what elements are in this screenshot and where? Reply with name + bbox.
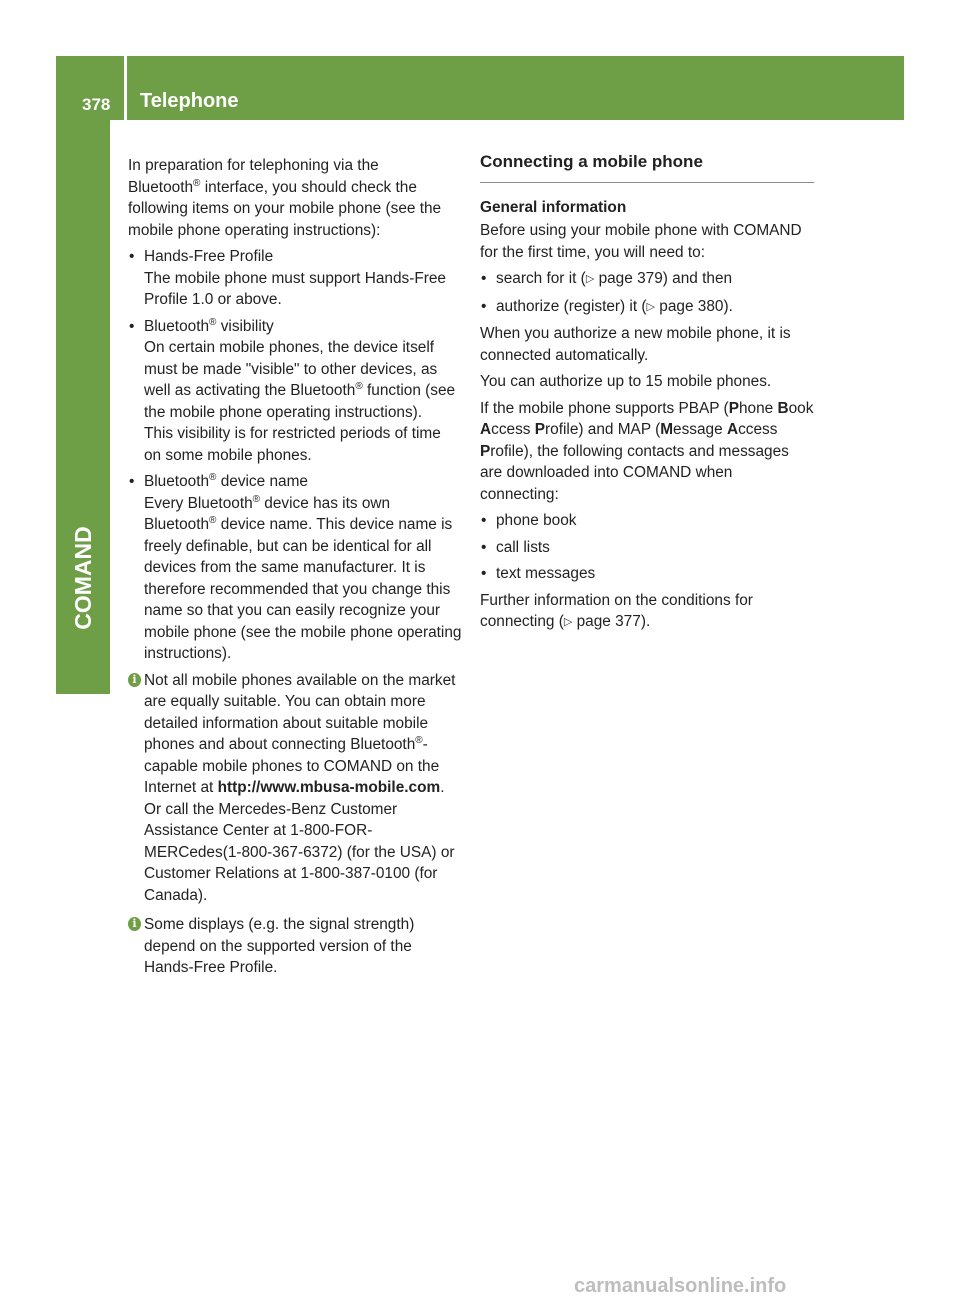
list-item: • call lists [480,537,814,559]
bullet-text: On certain mobile phones, the device itself must be made "visible" to other devices, as well as activating the Bluetooth® function (see the mobile phone operating instructions). [144,339,456,421]
paragraph-auto-connect: When you authorize a new mobile phone, it is connected automatically. [480,325,791,364]
bullet-dot: • [129,317,135,335]
bullet-dot: • [129,248,135,265]
list-item: • text messages [480,563,814,585]
list-item: • phone book [480,510,814,532]
intro-paragraph: In preparation for telephoning via the Bluetooth® interface, you should check the following items on your mobile phone (see the mobile phone operating instructions): [128,157,442,239]
bullet-text: The mobile phone must support Hands-Free Profile 1.0 or above. [144,269,446,308]
bullet-visibility [128,316,462,467]
bullet-device-name [128,471,462,665]
bullet-dot: • [481,565,487,582]
page-ref-arrow-icon: ▷ [585,273,595,285]
left-column [128,155,462,987]
header-divider [124,56,127,120]
bullet-text: Every Bluetooth® device has its own Bluetooth® device name. This device name is freely definable, but can be identical for all devices from the same manufacturer. It is therefore recommended that you change this name so that you can easily recognize your mobile phone (see the mobile phone operating instructions). [144,493,462,662]
page-ref-379[interactable]: page 379 [598,270,663,287]
page-number: 378 [82,95,111,114]
info-icon: i [128,673,141,687]
page-ref-arrow-icon: ▷ [563,616,573,628]
info-note-displays: i Some displays (e.g. the signal strength) depend on the supported version of the Hands-Free Profile. [128,914,462,979]
paragraph-pbap-map: If the mobile phone supports PBAP (Phone Book Access Profile) and MAP (Message Access Profile), the following contacts and messages are downloaded into COMAND when connecting: [480,399,814,503]
heading-connecting: Connecting a mobile phone [480,151,814,183]
right-column [480,152,814,639]
bullet-title: Bluetooth® device name [144,472,308,490]
bullet-authorize: • authorize (register) it (▷ page 380). [480,296,814,319]
page-ref-380[interactable]: page 380 [659,297,724,315]
watermark: carmanualsonline.info [574,1275,787,1297]
bullet-text-2: This visibility is for restricted periods of time on some mobile phones. [144,425,441,464]
intro-paragraph: Before using your mobile phone with COMAND for the first time, you will need to: [480,222,802,261]
bullet-hands-free [128,246,462,311]
side-tab-label: COMAND [70,526,96,630]
bullet-title: Hands-Free Profile [144,248,274,265]
bullet-title: Bluetooth® visibility [144,316,274,335]
page-ref-377[interactable]: page 377 [576,613,641,630]
bullet-dot: • [129,473,135,490]
info-icon: i [128,917,141,931]
subheading-general: General information [480,198,627,216]
paragraph-limit: You can authorize up to 15 mobile phones. [480,373,772,390]
section-title: Telephone [140,90,239,112]
info-note-compatibility: i Not all mobile phones available on the market are equally suitable. You can obtain more detailed information about suitable mobile phones and about connecting Bluetooth®-capable mobile phones to COMAND on the Internet at http://www.mbusa-mobile.com. Or call the Mercedes-Benz Customer Assistance Center at 1-800-FOR-MERCedes(1-800-367-6372) (for the USA) or Customer Relations at 1-800-387-0100 (for Canada). [128,670,462,907]
bullet-dot: • [481,270,487,287]
bullet-search: • search for it (▷ page 379) and then [480,268,814,291]
bullet-dot: • [481,297,487,315]
bullet-dot: • [481,512,487,529]
paragraph-further-info: Further information on the conditions for connecting (▷ page 377). [480,591,753,630]
website-link[interactable]: http://www.mbusa-mobile.com [217,779,441,796]
bullet-dot: • [481,538,487,556]
page-ref-arrow-icon: ▷ [646,300,656,313]
